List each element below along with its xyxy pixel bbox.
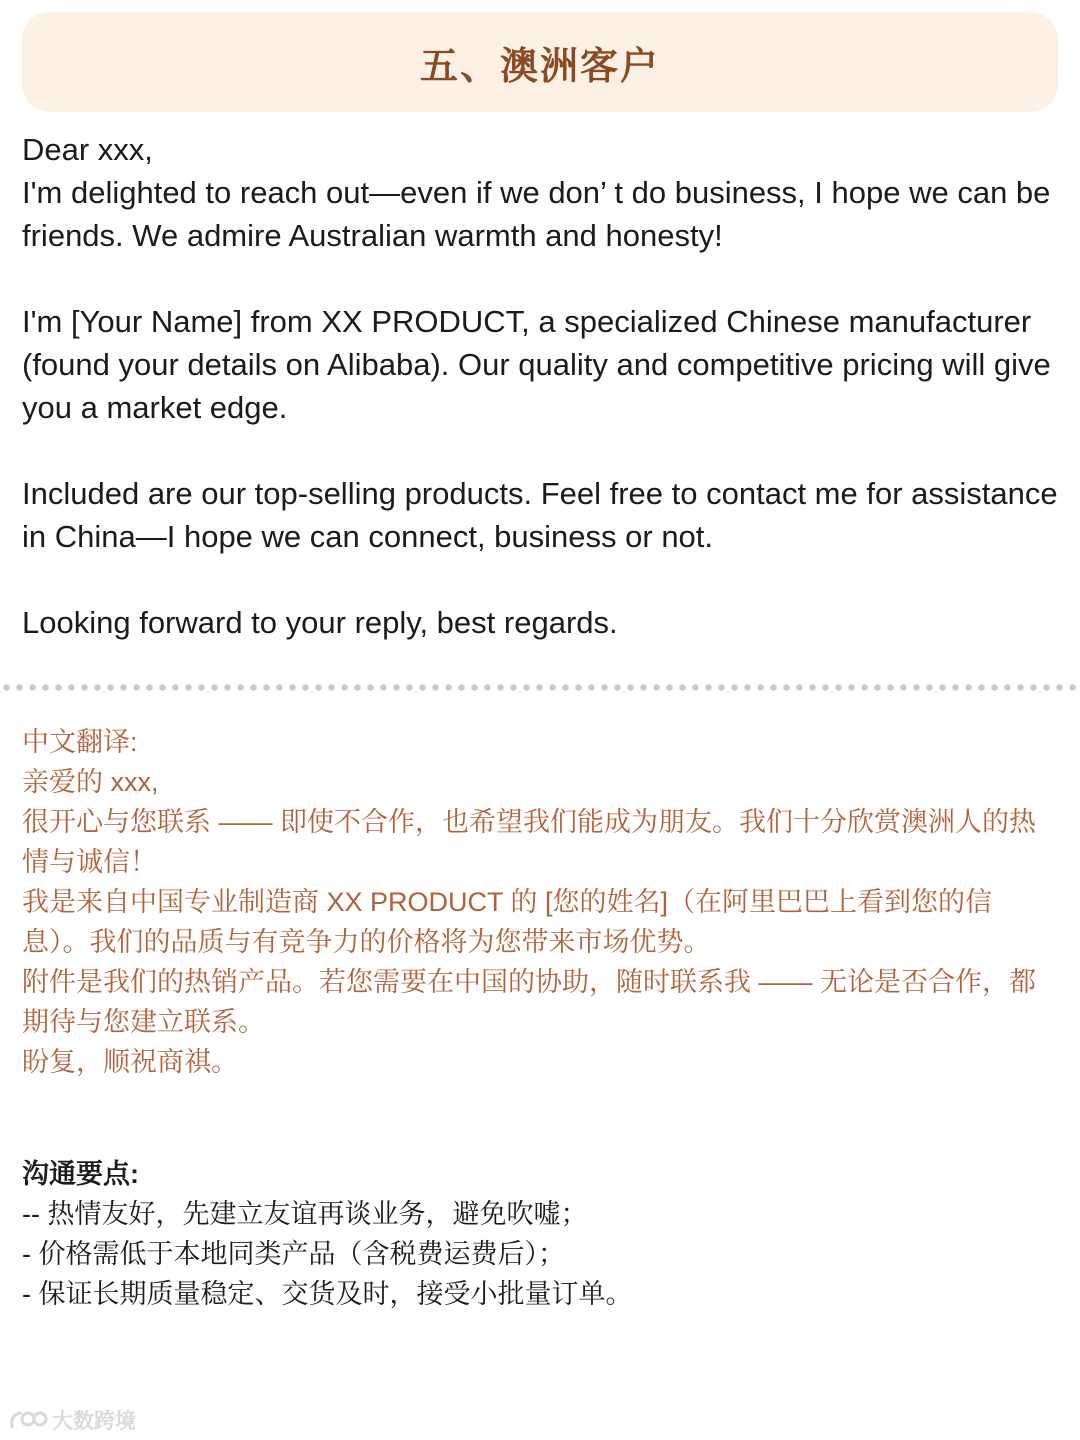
translation-label: 中文翻译: — [22, 727, 138, 757]
english-paragraph-1: I'm delighted to reach out—even if we don’ t do business, I hope we can be friends. We admire Australian warmth and honesty! — [22, 175, 1051, 253]
section-header — [22, 12, 1058, 112]
tips-title: 沟通要点: — [22, 1159, 139, 1189]
watermark — [8, 1404, 136, 1436]
paragraph-gap — [22, 558, 1062, 601]
english-greeting: Dear xxx, — [22, 132, 153, 167]
watermark-text: 大数跨境 — [52, 1410, 136, 1433]
communication-tips — [22, 1154, 1052, 1314]
chinese-greeting: 亲爱的 xxx, — [22, 767, 159, 797]
paragraph-gap — [22, 429, 1062, 472]
dotted-divider — [0, 684, 1080, 691]
english-paragraph-3: Included are our top-selling products. Feel free to contact me for assistance in China—I hope we can connect, business or not. — [22, 476, 1058, 554]
chinese-paragraph-2: 我是来自中国专业制造商 XX PRODUCT 的 [您的姓名]（在阿里巴巴上看到您的信息）。我们的品质与有竞争力的价格将为您带来市场优势。 — [22, 887, 993, 957]
watermark-logo-icon — [8, 1407, 48, 1433]
tip-item: -- 热情友好，先建立友谊再谈业务，避免吹嘘； — [22, 1199, 588, 1229]
tip-item: - 价格需低于本地同类产品（含税费运费后）； — [22, 1239, 565, 1269]
chinese-translation — [22, 722, 1052, 1082]
chinese-paragraph-1: 很开心与您联系 —— 即使不合作，也希望我们能成为朋友。我们十分欣赏澳洲人的热情与诚信！ — [22, 807, 1037, 877]
chinese-paragraph-3: 附件是我们的热销产品。若您需要在中国的协助，随时联系我 —— 无论是否合作，都期待与您建立联系。 — [22, 967, 1037, 1037]
english-letter — [22, 128, 1062, 644]
english-closing: Looking forward to your reply, best regards. — [22, 605, 618, 640]
paragraph-gap — [22, 257, 1062, 300]
tip-item: - 保证长期质量稳定、交货及时，接受小批量订单。 — [22, 1279, 633, 1309]
section-title: 五、澳洲客户 — [419, 42, 660, 88]
chinese-closing: 盼复，顺祝商祺。 — [22, 1047, 238, 1077]
english-paragraph-2: I'm [Your Name] from XX PRODUCT, a specialized Chinese manufacturer (found your details on Alibaba). Our quality and competitive pricing will give you a market edge. — [22, 304, 1051, 425]
